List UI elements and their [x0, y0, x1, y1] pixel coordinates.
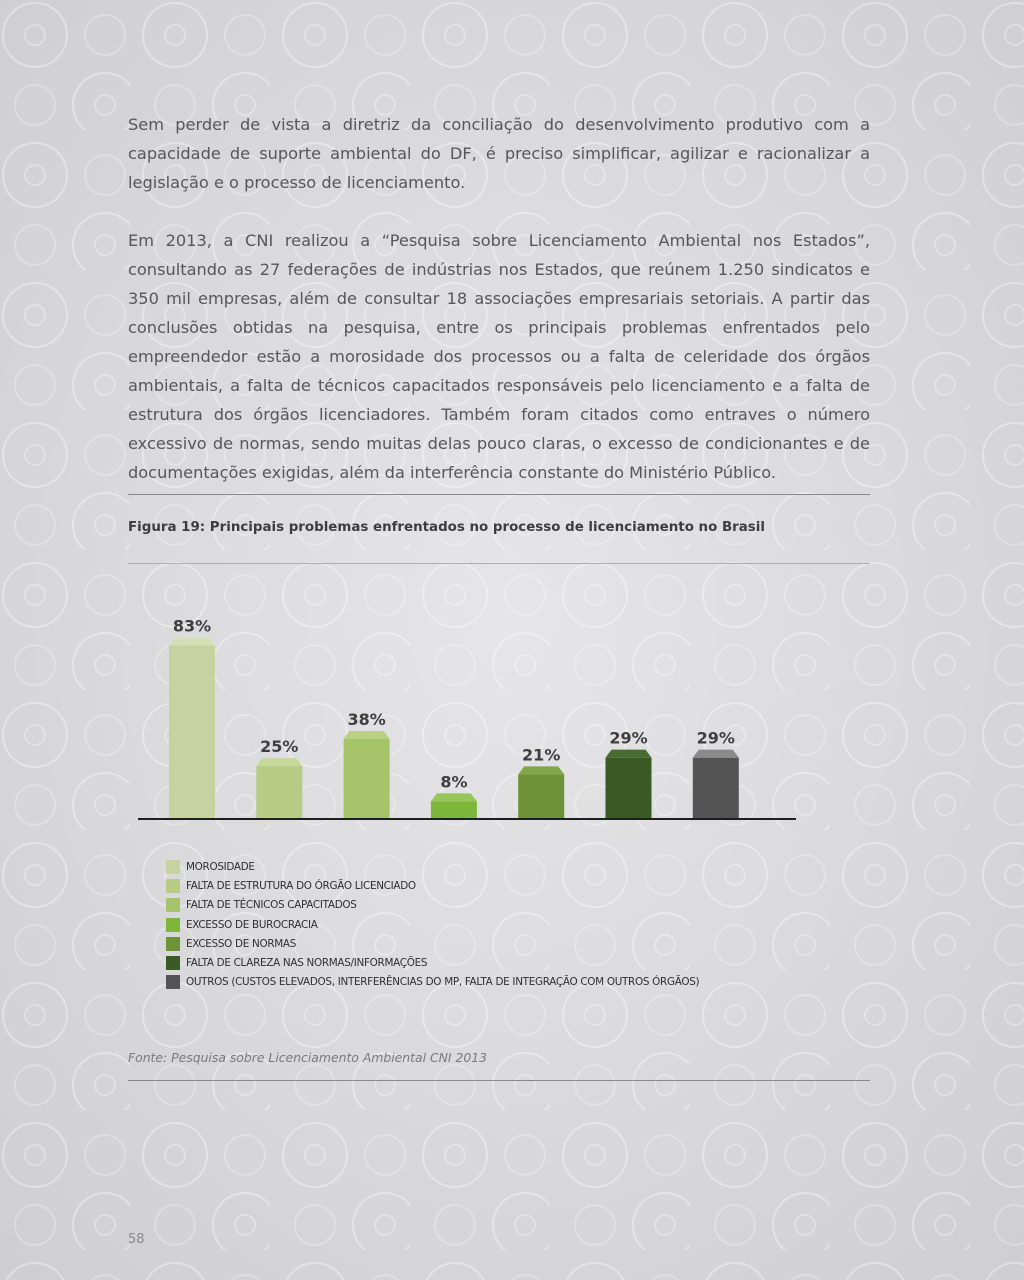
legend-item — [166, 896, 699, 915]
bar-cap-6 — [606, 750, 652, 758]
figure-title: Figura 19: Principais problemas enfrentados no processo de licenciamento no Brasil — [128, 520, 765, 535]
page-number: 58 — [128, 1232, 145, 1247]
bar-value-label-7: 29% — [696, 728, 735, 748]
bar-cap-5 — [518, 766, 564, 774]
legend-swatch — [166, 956, 180, 970]
body-text — [128, 110, 870, 487]
figure-bottom-rule — [128, 1080, 870, 1081]
legend-label: FALTA DE CLAREZA NAS NORMAS/INFORMAÇÕES — [186, 957, 428, 970]
legend-label: MOROSIDADE — [186, 860, 255, 873]
legend-item — [166, 915, 699, 934]
legend-swatch — [166, 898, 180, 912]
bar-cap-4 — [431, 793, 477, 801]
paragraph-1: Sem perder de vista a diretriz da conciliação do desenvolvimento produtivo com a capacidade de suporte ambiental do DF, é preciso simplificar, agilizar e racionalizar a legislação e o processo de licenciamento. — [128, 115, 870, 192]
bar-cap-2 — [256, 758, 302, 766]
bar-chart — [128, 600, 808, 830]
bar-4 — [431, 801, 477, 818]
legend-label: EXCESSO DE NORMAS — [186, 937, 297, 950]
legend-swatch — [166, 975, 180, 989]
bar-cap-3 — [344, 731, 390, 739]
bar-7 — [693, 758, 739, 818]
legend-label: FALTA DE TÉCNICOS CAPACITADOS — [186, 899, 357, 912]
bar-2 — [256, 766, 302, 818]
bar-value-label-6: 29% — [609, 728, 648, 748]
legend-item — [166, 953, 699, 972]
legend-swatch — [166, 918, 180, 932]
bar-cap-7 — [693, 750, 739, 758]
legend-item — [166, 857, 699, 876]
bar-value-label-4: 8% — [440, 772, 468, 792]
bar-value-label-1: 83% — [172, 616, 212, 636]
paragraph-2: Em 2013, a CNI realizou a “Pesquisa sobre Licenciamento Ambiental nos Estados”, consultando as 27 federações de indústrias nos Estados, que reúnem 1.250 sindicatos e 350 mil empresas, além de consultar 18 associações empresariais setoriais. A partir das conclusões obtidas na pesquisa, entre os principais problemas enfrentados pelo empreendedor estão a morosidade dos processos ou a falta de celeridade dos órgãos ambientais, a falta de técnicos capacitados responsáveis pelo licenciamento e a falta de estrutura dos órgãos licenciadores. Também foram citados como entraves o número excessivo de normas, sendo muitas delas pouco claras, o excesso de condicionantes e de documentações exigidas, além da interferência constante do Ministério Público. — [128, 231, 870, 482]
bar-1 — [169, 645, 215, 818]
legend-swatch — [166, 860, 180, 874]
legend-label: FALTA DE ESTRUTURA DO ÓRGÃO LICENCIADO — [186, 879, 416, 892]
legend-item — [166, 973, 699, 992]
legend-swatch — [166, 879, 180, 893]
legend-item — [166, 876, 699, 895]
bar-value-label-3: 38% — [347, 709, 386, 729]
legend-label: EXCESSO DE BUROCRACIA — [186, 918, 318, 931]
bar-value-label-2: 25% — [260, 737, 299, 756]
bar-6 — [606, 758, 652, 818]
bar-value-label-5: 21% — [522, 745, 561, 765]
legend-label: OUTROS (CUSTOS ELEVADOS, INTERFERÊNCIAS DO MP, FALTA DE INTEGRAÇÃO COM OUTROS ÓRGÃOS) — [186, 976, 700, 989]
bar-3 — [344, 739, 390, 818]
bar-5 — [518, 774, 564, 818]
bar-cap-1 — [169, 637, 215, 645]
figure-title-rule — [128, 563, 870, 564]
figure-source: Fonte: Pesquisa sobre Licenciamento Ambiental CNI 2013 — [128, 1050, 488, 1065]
legend-item — [166, 934, 699, 953]
figure-top-rule — [128, 494, 870, 495]
legend-swatch — [166, 937, 180, 951]
chart-legend — [166, 857, 699, 992]
